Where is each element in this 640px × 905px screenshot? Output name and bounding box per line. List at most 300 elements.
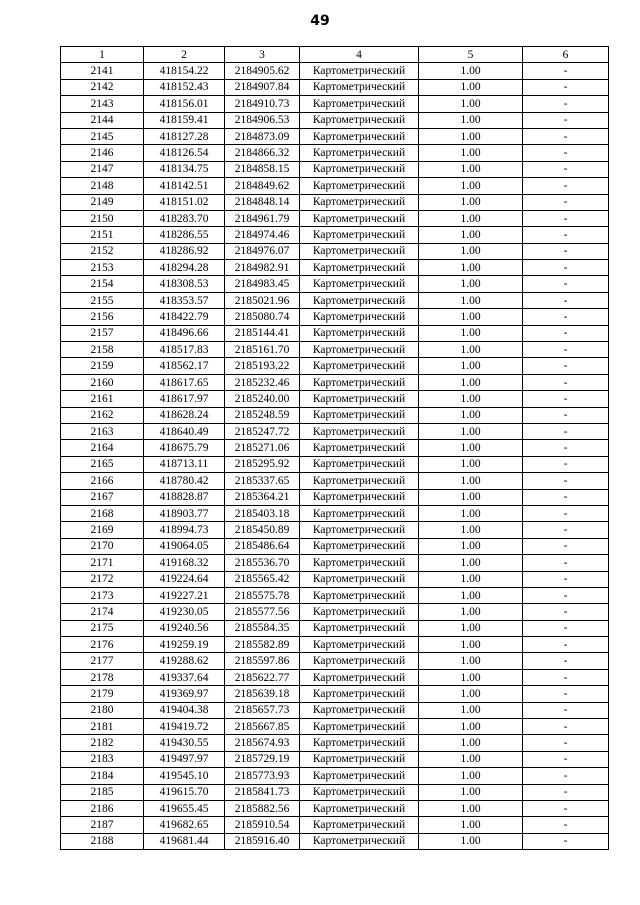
table-cell: 2184983.45 [225,276,300,292]
table-cell: 2184873.09 [225,128,300,144]
table-cell: 2149 [61,194,144,210]
table-row [61,194,609,210]
table-cell: Картометрический [300,292,419,308]
table-cell: 418903.77 [144,505,225,521]
table-cell: 418617.65 [144,374,225,390]
table-cell: 2183 [61,751,144,767]
table-cell: - [523,440,609,456]
table-cell: 418308.53 [144,276,225,292]
table-cell: 1.00 [419,768,523,784]
table-cell: 2188 [61,833,144,849]
table-cell: 1.00 [419,522,523,538]
table-cell: 1.00 [419,800,523,816]
table-cell: Картометрический [300,604,419,620]
table-cell: 2185582.89 [225,637,300,653]
table-cell: Картометрический [300,260,419,276]
table-cell: 2184858.15 [225,161,300,177]
table-cell: 1.00 [419,96,523,112]
table-row [61,686,609,702]
table-cell: 2185247.72 [225,423,300,439]
table-cell: 2185575.78 [225,587,300,603]
table-cell: 419369.97 [144,686,225,702]
table-cell: 418628.24 [144,407,225,423]
table-cell: Картометрический [300,653,419,669]
table-row [61,833,609,849]
table-cell: 1.00 [419,145,523,161]
table-cell: Картометрический [300,669,419,685]
table-cell: - [523,96,609,112]
table-cell: 2185622.77 [225,669,300,685]
table-cell: 2185021.96 [225,292,300,308]
table-cell: Картометрический [300,358,419,374]
table-cell: 419168.32 [144,555,225,571]
table-cell: 418422.79 [144,309,225,325]
table-cell: 2185271.06 [225,440,300,456]
header-cell: 5 [419,47,523,63]
table-cell: 2160 [61,374,144,390]
table-cell: - [523,128,609,144]
table-cell: - [523,538,609,554]
table-cell: 1.00 [419,735,523,751]
table-cell: 2185841.73 [225,784,300,800]
table-cell: Картометрический [300,555,419,571]
table-cell: 1.00 [419,440,523,456]
table-row [61,374,609,390]
table-cell: 1.00 [419,719,523,735]
table-row [61,309,609,325]
table-cell: 419259.19 [144,637,225,653]
table-cell: 418713.11 [144,456,225,472]
table-cell: 2147 [61,161,144,177]
table-cell: Картометрический [300,145,419,161]
table-cell: Картометрический [300,686,419,702]
table-cell: - [523,358,609,374]
table-cell: Картометрический [300,309,419,325]
table-cell: Картометрический [300,423,419,439]
table-cell: 418134.75 [144,161,225,177]
table-row [61,768,609,784]
table-cell: - [523,751,609,767]
table-cell: 1.00 [419,833,523,849]
table-cell: Картометрический [300,112,419,128]
table-cell: 2185674.93 [225,735,300,751]
table-row [61,817,609,833]
table-row [61,751,609,767]
table-cell: 1.00 [419,276,523,292]
table-cell: Картометрический [300,276,419,292]
table-cell: 419682.65 [144,817,225,833]
table-cell: 418127.28 [144,128,225,144]
table-cell: 1.00 [419,374,523,390]
table-cell: 2157 [61,325,144,341]
table-row [61,178,609,194]
table-row [61,210,609,226]
table-cell: 2180 [61,702,144,718]
table-row [61,325,609,341]
table-row [61,735,609,751]
table-cell: - [523,423,609,439]
table-cell: 2184905.62 [225,63,300,79]
table-cell: 1.00 [419,423,523,439]
table-cell: 1.00 [419,473,523,489]
header-cell: 6 [523,47,609,63]
table-cell: - [523,555,609,571]
table-cell: 2169 [61,522,144,538]
table-body [61,63,609,850]
table-cell: Картометрический [300,538,419,554]
table-row [61,63,609,79]
table-cell: - [523,79,609,95]
table-cell: 418286.92 [144,243,225,259]
table-row [61,292,609,308]
table-cell: Картометрический [300,800,419,816]
table-cell: 2185193.22 [225,358,300,374]
table-cell: 1.00 [419,620,523,636]
table-cell: 418640.49 [144,423,225,439]
table-row [61,522,609,538]
table-cell: - [523,686,609,702]
table-cell: 2179 [61,686,144,702]
table-cell: - [523,276,609,292]
table-cell: 2174 [61,604,144,620]
table-cell: 2185248.59 [225,407,300,423]
table-cell: - [523,768,609,784]
table-cell: - [523,473,609,489]
table-cell: 2182 [61,735,144,751]
table-cell: - [523,194,609,210]
table-cell: Картометрический [300,128,419,144]
table-cell: 2163 [61,423,144,439]
table-cell: 1.00 [419,161,523,177]
table-cell: 418994.73 [144,522,225,538]
table-cell: 1.00 [419,751,523,767]
table-cell: 2185486.64 [225,538,300,554]
table-cell: 2185597.86 [225,653,300,669]
table-cell: 1.00 [419,571,523,587]
table-cell: Картометрический [300,210,419,226]
table-cell: 2176 [61,637,144,653]
table-cell: 1.00 [419,407,523,423]
table-cell: 419337.64 [144,669,225,685]
table-cell: - [523,309,609,325]
table-cell: 2184849.62 [225,178,300,194]
table-row [61,112,609,128]
table-cell: 418151.02 [144,194,225,210]
table-row [61,604,609,620]
table-cell: 418156.01 [144,96,225,112]
header-cell: 2 [144,47,225,63]
table-cell: 1.00 [419,79,523,95]
table-row [61,653,609,669]
table-cell: 2141 [61,63,144,79]
table-cell: Картометрический [300,194,419,210]
table-cell: 418286.55 [144,227,225,243]
table-cell: - [523,391,609,407]
table-cell: 2184961.79 [225,210,300,226]
table-cell: 2185232.46 [225,374,300,390]
table-cell: 2185240.00 [225,391,300,407]
table-cell: 2148 [61,178,144,194]
table-cell: 1.00 [419,604,523,620]
table-cell: 1.00 [419,702,523,718]
table-cell: 1.00 [419,555,523,571]
table-cell: 418675.79 [144,440,225,456]
table-cell: 419655.45 [144,800,225,816]
table-cell: 2143 [61,96,144,112]
table-cell: 1.00 [419,784,523,800]
table-cell: - [523,604,609,620]
table-cell: Картометрический [300,817,419,833]
table-row [61,96,609,112]
table-cell: 2153 [61,260,144,276]
table-cell: 1.00 [419,342,523,358]
table-cell: - [523,800,609,816]
table-cell: Картометрический [300,587,419,603]
table-cell: - [523,522,609,538]
table-cell: Картометрический [300,96,419,112]
table-cell: 2185144.41 [225,325,300,341]
table-cell: - [523,325,609,341]
table-cell: 1.00 [419,128,523,144]
table-cell: 2184 [61,768,144,784]
table-cell: 2185916.40 [225,833,300,849]
table-cell: - [523,817,609,833]
table-cell: 418152.43 [144,79,225,95]
table-row [61,702,609,718]
table-cell: 2185577.56 [225,604,300,620]
table-cell: 2142 [61,79,144,95]
table-row [61,128,609,144]
table-cell: - [523,489,609,505]
table-cell: Картометрический [300,489,419,505]
table-cell: - [523,292,609,308]
table-cell: 2187 [61,817,144,833]
table-row [61,145,609,161]
header-cell: 1 [61,47,144,63]
table-cell: 2166 [61,473,144,489]
table-cell: 1.00 [419,538,523,554]
table-row [61,555,609,571]
table-cell: 2185536.70 [225,555,300,571]
table-row [61,669,609,685]
table-cell: 2185364.21 [225,489,300,505]
table-cell: 418562.17 [144,358,225,374]
table-cell: Картометрический [300,784,419,800]
table-cell: 1.00 [419,817,523,833]
table-cell: 1.00 [419,112,523,128]
table-cell: 418154.22 [144,63,225,79]
header-cell: 4 [300,47,419,63]
table-cell: 2184910.73 [225,96,300,112]
table-row [61,358,609,374]
table-cell: 1.00 [419,391,523,407]
table-cell: - [523,637,609,653]
table-cell: 2170 [61,538,144,554]
table-cell: Картометрический [300,407,419,423]
table-cell: 2165 [61,456,144,472]
table-cell: 418517.83 [144,342,225,358]
table-cell: 2177 [61,653,144,669]
table-cell: 2184982.91 [225,260,300,276]
table-cell: 418159.41 [144,112,225,128]
page-number: 49 [310,13,330,29]
table-cell: 2185 [61,784,144,800]
table-cell: - [523,653,609,669]
table-row [61,587,609,603]
table-row [61,784,609,800]
table-cell: 2184848.14 [225,194,300,210]
table-cell: Картометрический [300,79,419,95]
table-cell: 1.00 [419,456,523,472]
table-cell: 2185729.19 [225,751,300,767]
table-row [61,571,609,587]
table-cell: - [523,112,609,128]
table-cell: 2181 [61,719,144,735]
table-cell: 2185910.54 [225,817,300,833]
table-cell: 2167 [61,489,144,505]
table-cell: 419681.44 [144,833,225,849]
table-cell: - [523,145,609,161]
table-row [61,243,609,259]
table-cell: 2151 [61,227,144,243]
table-cell: 2185337.65 [225,473,300,489]
table-cell: 419288.62 [144,653,225,669]
table-row [61,637,609,653]
table-cell: 2173 [61,587,144,603]
table-cell: Картометрический [300,719,419,735]
table-cell: 2168 [61,505,144,521]
table-cell: 418353.57 [144,292,225,308]
table-cell: 2185565.42 [225,571,300,587]
table-cell: - [523,587,609,603]
table-cell: 2185080.74 [225,309,300,325]
table-cell: Картометрический [300,571,419,587]
table-cell: 2186 [61,800,144,816]
table-cell: - [523,374,609,390]
table-cell: 2185667.85 [225,719,300,735]
table-cell: 2145 [61,128,144,144]
table-cell: 418617.97 [144,391,225,407]
table-cell: 1.00 [419,260,523,276]
table-cell: 2155 [61,292,144,308]
table-cell: - [523,407,609,423]
table-cell: - [523,243,609,259]
table-cell: 419430.55 [144,735,225,751]
table-row [61,489,609,505]
table-cell: 2184866.32 [225,145,300,161]
table-cell: 418142.51 [144,178,225,194]
header-row [61,47,609,63]
table-cell: 2158 [61,342,144,358]
table-cell: - [523,833,609,849]
table-cell: - [523,735,609,751]
table-cell: 1.00 [419,243,523,259]
table-cell: 419064.05 [144,538,225,554]
table-row [61,227,609,243]
table-cell: 2185639.18 [225,686,300,702]
table-cell: 2185773.93 [225,768,300,784]
table-cell: - [523,505,609,521]
table-cell: 418828.87 [144,489,225,505]
table-cell: Картометрический [300,768,419,784]
table-cell: 419419.72 [144,719,225,735]
table-cell: Картометрический [300,505,419,521]
table-cell: 2185161.70 [225,342,300,358]
table-row [61,620,609,636]
table-cell: Картометрический [300,227,419,243]
header-cell: 3 [225,47,300,63]
table-cell: - [523,702,609,718]
table-cell: 2184976.07 [225,243,300,259]
table-cell: - [523,210,609,226]
table-cell: 1.00 [419,178,523,194]
table-row [61,79,609,95]
table-cell: - [523,719,609,735]
table-row [61,161,609,177]
table-row [61,407,609,423]
table-cell: - [523,620,609,636]
table-cell: 1.00 [419,227,523,243]
table-cell: Картометрический [300,342,419,358]
table-cell: 1.00 [419,63,523,79]
table-cell: 419545.10 [144,768,225,784]
table-cell: 419404.38 [144,702,225,718]
table-cell: - [523,669,609,685]
table-row [61,423,609,439]
table-cell: Картометрический [300,178,419,194]
table-cell: Картометрический [300,473,419,489]
table-cell: Картометрический [300,325,419,341]
table-row [61,473,609,489]
table-row [61,260,609,276]
table-row [61,719,609,735]
table-cell: 2150 [61,210,144,226]
table-cell: - [523,227,609,243]
table-cell: Картометрический [300,735,419,751]
table-cell: - [523,178,609,194]
table-cell: 1.00 [419,686,523,702]
table-cell: 419497.97 [144,751,225,767]
table-row [61,342,609,358]
table-row [61,456,609,472]
table-cell: 419227.21 [144,587,225,603]
table-cell: 2159 [61,358,144,374]
table-row [61,440,609,456]
table-cell: Картометрический [300,440,419,456]
table-cell: 2172 [61,571,144,587]
table-cell: 1.00 [419,587,523,603]
table-cell: 2185403.18 [225,505,300,521]
table-cell: Картометрический [300,751,419,767]
table-cell: - [523,571,609,587]
table-cell: 1.00 [419,669,523,685]
table-cell: 1.00 [419,505,523,521]
table-cell: 2185584.35 [225,620,300,636]
table-cell: Картометрический [300,63,419,79]
table-cell: 1.00 [419,637,523,653]
table-cell: 1.00 [419,653,523,669]
table-cell: - [523,784,609,800]
table-cell: 418780.42 [144,473,225,489]
table-cell: 2171 [61,555,144,571]
table-row [61,538,609,554]
table-cell: 419224.64 [144,571,225,587]
table-cell: 2185450.89 [225,522,300,538]
table-cell: - [523,63,609,79]
table-cell: 1.00 [419,292,523,308]
table-cell: 2185882.56 [225,800,300,816]
table-cell: 418126.54 [144,145,225,161]
